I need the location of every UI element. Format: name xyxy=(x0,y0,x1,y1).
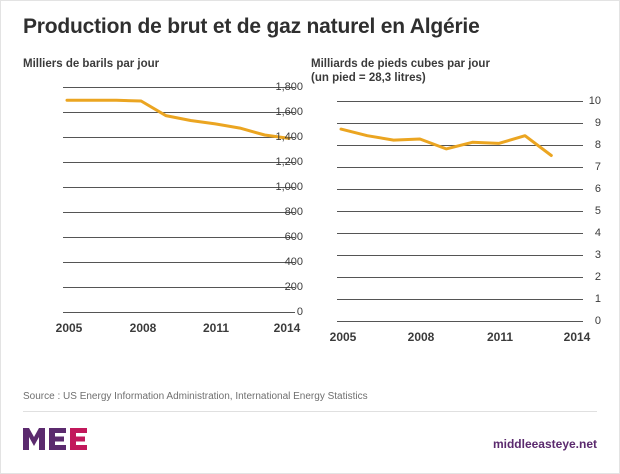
gas-ytick-1: 1 xyxy=(594,293,601,305)
oil-chart-svg xyxy=(23,77,303,345)
oil-ytick-400: 400 xyxy=(284,256,303,268)
chart-panel-gas xyxy=(311,57,601,359)
chart-subtitle-gas-line2: (un pied = 28,3 litres) xyxy=(311,72,426,84)
footer-divider xyxy=(23,411,597,412)
oil-xtick-2008: 2008 xyxy=(129,321,157,335)
chart-subtitle-oil-line1: Milliers de barils par jour xyxy=(23,58,160,70)
mee-logo-mark xyxy=(23,426,89,456)
oil-ytick-1200: 1,200 xyxy=(275,156,303,168)
gas-ytick-0: 0 xyxy=(594,315,601,327)
gas-ytick-7: 7 xyxy=(594,161,601,173)
oil-ytick-200: 200 xyxy=(284,281,303,293)
chart-subtitle-gas xyxy=(311,57,601,85)
gas-ytick-6: 6 xyxy=(594,183,601,195)
oil-ytick-0: 0 xyxy=(296,306,303,318)
gas-gridlines xyxy=(337,102,583,322)
oil-gridlines xyxy=(63,88,295,313)
gas-chart-svg xyxy=(311,91,601,345)
oil-xtick-2011: 2011 xyxy=(202,321,230,335)
oil-ytick-800: 800 xyxy=(284,206,303,218)
gas-ytick-9: 9 xyxy=(594,117,601,129)
oil-xtick-2005: 2005 xyxy=(55,321,83,335)
oil-ytick-1800: 1,800 xyxy=(275,81,303,93)
oil-data-line xyxy=(67,100,289,138)
oil-ytick-1600: 1,600 xyxy=(275,106,303,118)
page-title: Production de brut et de gaz naturel en Algérie xyxy=(23,15,480,38)
gas-xtick-2008: 2008 xyxy=(407,330,435,344)
gas-ytick-5: 5 xyxy=(594,205,601,217)
gas-data-line xyxy=(341,129,551,155)
chart-subtitle-oil xyxy=(23,57,303,71)
oil-ytick-600: 600 xyxy=(284,231,303,243)
oil-ytick-1000: 1,000 xyxy=(275,181,303,193)
gas-xtick-2005: 2005 xyxy=(329,330,357,344)
website-label[interactable]: middleeasteye.net xyxy=(492,437,597,451)
mee-logo xyxy=(23,426,89,456)
gas-xtick-2011: 2011 xyxy=(486,330,514,344)
oil-xtick-2014: 2014 xyxy=(273,321,301,335)
gas-ytick-2: 2 xyxy=(594,271,601,283)
gas-ytick-10: 10 xyxy=(588,95,601,107)
chart-subtitle-gas-line1: Milliards de pieds cubes par jour xyxy=(311,58,490,70)
gas-ytick-3: 3 xyxy=(594,249,601,261)
gas-ytick-8: 8 xyxy=(594,139,601,151)
source-note: Source : US Energy Information Administration, International Energy Statistics xyxy=(23,391,368,402)
chart-panel-oil xyxy=(23,57,303,345)
oil-ytick-1400: 1,400 xyxy=(275,131,303,143)
chart-plot-gas xyxy=(311,91,601,359)
gas-xtick-2014: 2014 xyxy=(563,330,591,344)
chart-plot-oil xyxy=(23,77,303,345)
gas-ytick-4: 4 xyxy=(594,227,601,239)
